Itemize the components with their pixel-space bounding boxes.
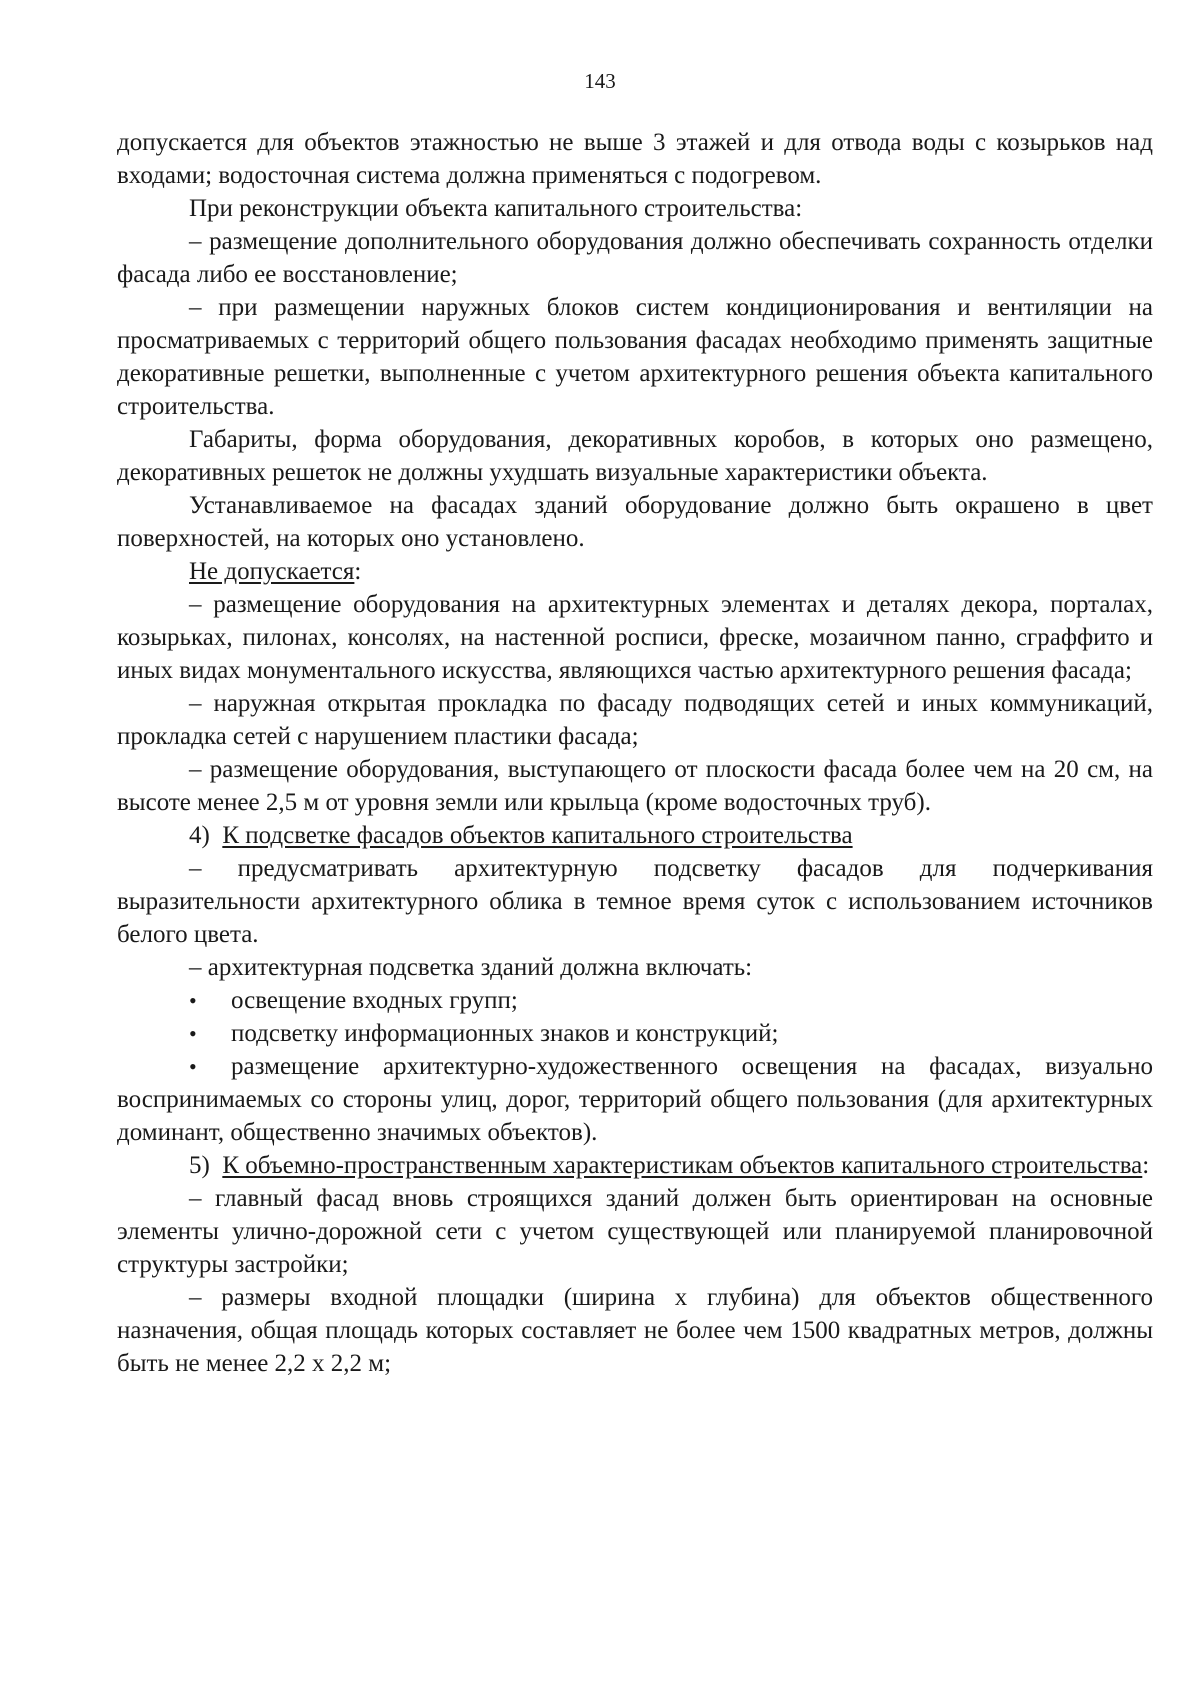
paragraph-ac-units: – при размещении наружных блоков систем кондиционирования и вентиляции на просматриваемых с территорий общего пользования фасадах необходимо применять защитные декоративные решетки, выполненные с учетом архитектурного решения объекта капитального строительства. (117, 294, 1153, 420)
paragraph-decor-placement: – размещение оборудования на архитектурных элементах и деталях декора, порталах, козырьках, пилонах, консолях, на настенной росписи, фреске, мозаичном панно, сграффито и иных видах монументального искусства, являющихся частью архитектурного решения фасада; (117, 591, 1153, 684)
paragraph-dimensions: Габариты, форма оборудования, декоративных коробов, в которых оно размещено, декоративных решеток не должны ухудшать визуальные характеристики объекта. (117, 426, 1153, 486)
section-5-title: К объемно-пространственным характеристикам объектов капитального строительства (222, 1152, 1143, 1179)
paragraph-not-allowed (117, 555, 1153, 588)
paragraph-additional-equipment: – размещение дополнительного оборудования должно обеспечивать сохранность отделки фасада либо ее восстановление; (117, 228, 1153, 288)
paragraph-lighting-include: – архитектурная подсветка зданий должна включать: (189, 954, 753, 981)
paragraph-lighting-provide: – предусматривать архитектурную подсветку фасадов для подчеркивания выразительности архитектурного облика в темное время суток с использованием источников белого цвета. (117, 855, 1153, 948)
paragraph-entrance-size: – размеры входной площадки (ширина х глубина) для объектов общественного назначения, общая площадь которых составляет не более чем 1500 квадратных метров, должны быть не менее 2,2 х 2,2 м; (117, 1284, 1153, 1377)
section-5-number: 5) (189, 1152, 210, 1179)
section-4-title: К подсветке фасадов объектов капитального строительства (222, 822, 853, 849)
paragraph-continuation: допускается для объектов этажностью не выше 3 этажей и для отвода воды с козырьков над входами; водосточная система должна применяться с подогревом. (117, 129, 1153, 189)
bullet-icon: • (189, 988, 197, 1013)
list-item (117, 1017, 1153, 1050)
not-allowed-label: Не допускается (189, 558, 355, 585)
page-number: 143 (584, 69, 616, 93)
list-item-text: размещение архитектурно-художественного освещения на фасадах, визуально воспринимаемых со стороны улиц, дорог, территорий общего пользования (для архитектурных доминант, общественно значимых объектов). (117, 1053, 1153, 1146)
list-item-text: освещение входных групп; (231, 987, 518, 1014)
list-item (117, 1050, 1153, 1149)
list-item-text: подсветку информационных знаков и конструкций; (231, 1020, 779, 1047)
bullet-icon: • (189, 1021, 197, 1046)
list-item (117, 984, 1153, 1017)
paragraph-open-wiring: – наружная открытая прокладка по фасаду подводящих сетей и иных коммуникаций, прокладка сетей с нарушением пластики фасада; (117, 690, 1153, 750)
section-5-colon: : (1142, 1152, 1150, 1179)
section-heading-4 (117, 819, 1153, 852)
paragraph-equipment-color: Устанавливаемое на фасадах зданий оборудование должно быть окрашено в цвет поверхностей, на которых оно установлено. (117, 492, 1153, 552)
document-body (117, 126, 1153, 1380)
bullet-icon: • (189, 1054, 197, 1079)
paragraph-reconstruction-intro: При реконструкции объекта капитального строительства: (189, 195, 803, 222)
paragraph-protruding-equipment: – размещение оборудования, выступающего от плоскости фасада более чем на 20 см, на высоте менее 2,5 м от уровня земли или крыльца (кроме водосточных труб). (117, 756, 1153, 816)
not-allowed-colon: : (354, 558, 362, 585)
section-4-number: 4) (189, 822, 210, 849)
section-heading-5 (117, 1149, 1153, 1182)
paragraph-main-facade: – главный фасад вновь строящихся зданий должен быть ориентирован на основные элементы улично-дорожной сети с учетом существующей или планируемой планировочной структуры застройки; (117, 1185, 1153, 1278)
